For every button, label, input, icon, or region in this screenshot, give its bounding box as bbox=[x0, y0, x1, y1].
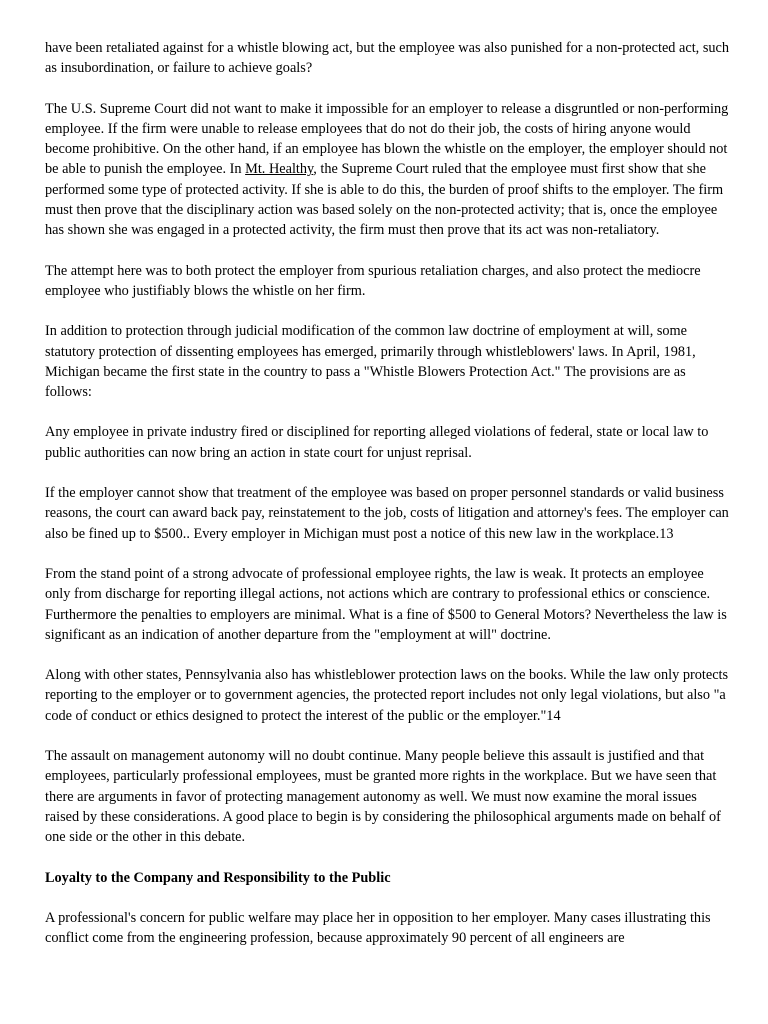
paragraph-9: The assault on management autonomy will no doubt continue. Many people believe this assault is justified and that employees, particularly professional employees, must be granted more rights in the workplace. But we have seen that there are arguments in favor of protecting management autonomy as well. We must now examine the moral issues raised by these considerations. A good place to begin is by considering the philosophical arguments made on behalf of one side or the other in this debate. bbox=[45, 748, 721, 846]
document-body bbox=[45, 38, 731, 948]
paragraph-5: Any employee in private industry fired or disciplined for reporting alleged violations of federal, state or local law to public authorities can now bring an action in state court for unjust reprisal. bbox=[45, 424, 709, 461]
paragraph-6: If the employer cannot show that treatment of the employee was based on proper personnel standards or valid business reasons, the court can award back pay, reinstatement to the job, costs of litigation and attorney's fees. The employer can also be fined up to $500.. Every employer in Michigan must post a notice of this new law in the workplace.13 bbox=[45, 485, 729, 542]
section-heading: Loyalty to the Company and Responsibility to the Public bbox=[45, 869, 391, 886]
paragraph-4: In addition to protection through judicial modification of the common law doctrine of employment at will, some statutory protection of dissenting employees has emerged, primarily through whistleblowers' laws. In April, 1981, Michigan became the first state in the country to pass a "Whistle Blowers Protection Act." The provisions are as follows: bbox=[45, 323, 696, 401]
paragraph-2-text-after: , the Supreme Court ruled that the employee must first show that she performed some type of protected activity. If she is able to do this, the burden of proof shifts to the employer. The firm must then prove that the disciplinary action was based solely on the non-protected activity; that is, once the employee has shown she was engaged in a protected activity, the firm must then prove that its act was non-retaliatory. bbox=[45, 161, 724, 239]
paragraph-10: A professional's concern for public welfare may place her in opposition to her employer. Many cases illustrating this conflict come from the engineering profession, because approximately 90 percent of all engineers are bbox=[45, 909, 711, 947]
paragraph-7: From the stand point of a strong advocate of professional employee rights, the law is weak. It protects an employee only from discharge for reporting illegal actions, not actions which are contrary to professional ethics or conscience. Furthermore the penalties to employers are minimal. What is a fine of $500 to General Motors? Nevertheless the law is significant as an indication of another departure from the "employment at will" doctrine. bbox=[45, 565, 727, 643]
paragraph-2 bbox=[45, 99, 731, 241]
paragraph-1: have been retaliated against for a whistle blowing act, but the employee was also punished for a non-protected act, such as insubordination, or failure to achieve goals? bbox=[45, 40, 730, 77]
paragraph-8: Along with other states, Pennsylvania also has whistleblower protection laws on the books. While the law only protects reporting to the employer or to government agencies, the protected report includes not only legal violations, but also "a code of conduct or ethics designed to protect the interest of the public or the employer."14 bbox=[45, 667, 729, 724]
mt-healthy-link[interactable]: Mt. Healthy bbox=[245, 161, 314, 178]
paragraph-3: The attempt here was to both protect the employer from spurious retaliation charges, and also protect the mediocre employee who justifiably blows the whistle on her firm. bbox=[45, 262, 701, 299]
paragraph-2-text-before: The U.S. Supreme Court did not want to make it impossible for an employer to release a disgruntled or non-performing employee. If the firm were unable to release employees that do not do their job, the costs of hiring anyone would become prohibitive. On the other hand, if an employee has blown the whistle on the employer, the employer should not be able to punish the employee. In bbox=[45, 100, 729, 178]
